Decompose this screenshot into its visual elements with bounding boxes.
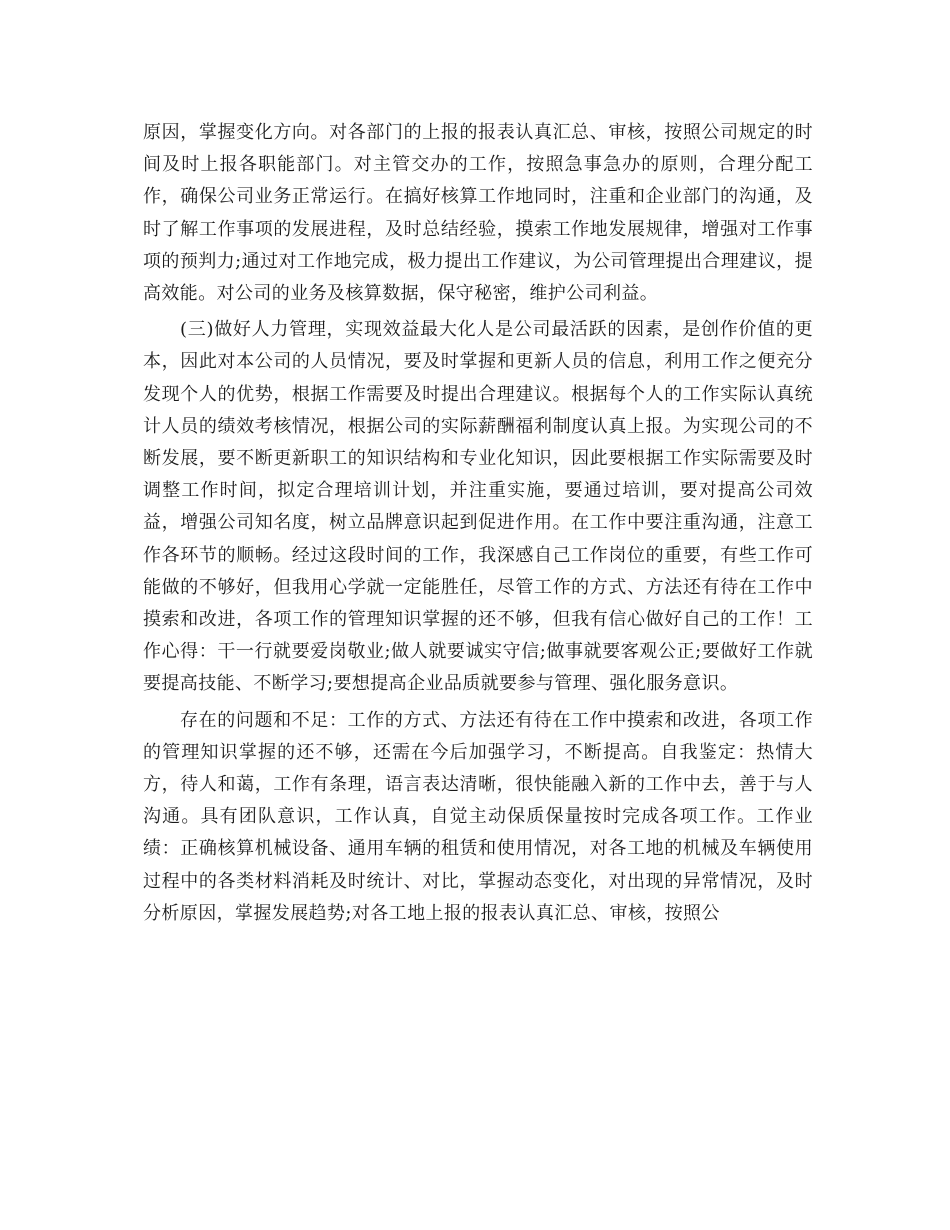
paragraph-1: 原因，掌握变化方向。对各部门的上报的报表认真汇总、审核，按照公司规定的时间及时上报各职能部门。对主管交办的工作，按照急事急办的原则，合理分配工作，确保公司业务正常运行。在搞好核算工作地同时，注重和企业部门的沟通，及时了解工作事项的发展进程，及时总结经验，摸索工作地发展规律，增强对工作事项的预判力;通过对工作地完成，极力提出工作建议，为公司管理提出合理建议，提高效能。对公司的业务及核算数据，保守秘密，维护公司利益。 (143, 122, 813, 305)
paragraph-2: (三)做好人力管理，实现效益最大化人是公司最活跃的因素，是创作价值的更本，因此对本公司的人员情况，要及时掌握和更新人员的信息，利用工作之便充分发现个人的优势，根据工作需要及时提出合理建议。根据每个人的工作实际认真统计人员的绩效考核情况，根据公司的实际薪酬福利制度认真上报。为实现公司的不断发展，要不断更新职工的知识结构和专业化知识，因此要根据工作实际需要及时调整工作时间，拟定合理培训计划，并注重实施，要通过培训，要对提高公司效益，增强公司知名度，树立品牌意识起到促进作用。在工作中要注重沟通，注意工作各环节的顺畅。经过这段时间的工作，我深感自己工作岗位的重要，有些工作可能做的不够好，但我用心学就一定能胜任，尽管工作的方式、方法还有待在工作中摸索和改进，各项工作的管理知识掌握的还不够，但我有信心做好自己的工作！工作心得：干一行就要爱岗敬业;做人就要诚实守信;做事就要客观公正;要做好工作就要提高技能、不断学习;要想提高企业品质就要参与管理、强化服务意识。 (143, 319, 813, 695)
document-body (143, 117, 813, 930)
paragraph-3: 存在的问题和不足：工作的方式、方法还有待在工作中摸索和改进，各项工作的管理知识掌握的还不够，还需在今后加强学习，不断提高。自我鉴定：热情大方，待人和蔼，工作有条理，语言表达清晰，很快能融入新的工作中去，善于与人沟通。具有团队意识，工作认真，自觉主动保质保量按时完成各项工作。工作业绩：正确核算机械设备、通用车辆的租赁和使用情况，对各工地的机械及车辆使用过程中的各类材料消耗及时统计、对比，掌握动态变化，对出现的异常情况，及时分析原因，掌握发展趋势;对各工地上报的报表认真汇总、审核，按照公 (143, 709, 813, 924)
